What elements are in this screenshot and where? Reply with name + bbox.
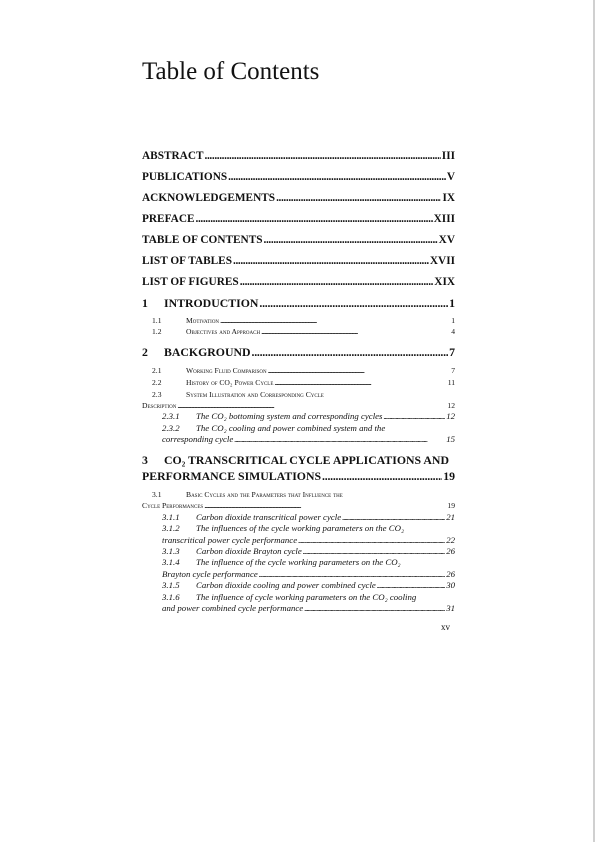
toc-entry-label: Carbon dioxide transcritical power cycle: [196, 512, 342, 522]
dot-leader: [298, 535, 445, 545]
toc-subsection-3-1-3[interactable]: [162, 546, 455, 556]
dot-leader: [252, 345, 449, 360]
toc-entry-label: ACKNOWLEDGEMENTS: [142, 192, 276, 204]
toc-section-2-3-cont[interactable]: [142, 401, 455, 410]
toc-entry-label: Carbon dioxide Brayton cycle: [196, 546, 302, 556]
toc-entry-label: INTRODUCTION: [164, 296, 259, 310]
toc-page-number: 19: [443, 469, 455, 483]
toc-entry-label: PUBLICATIONS: [142, 171, 228, 183]
toc-section-1-1[interactable]: [152, 316, 455, 325]
section-number: 3.1: [152, 490, 162, 499]
toc-section-2-3[interactable]: [152, 390, 324, 399]
page-number-footer: xv: [441, 622, 450, 632]
toc-page-number: XVII: [429, 255, 455, 267]
toc-chapter-2[interactable]: [142, 345, 455, 360]
toc-page-number: 7: [451, 366, 455, 375]
toc-entry-label-cont: PERFORMANCE SIMULATIONS: [142, 469, 322, 483]
subsection-number: 3.1.5: [162, 580, 180, 590]
dot-leader: [268, 366, 451, 375]
toc-chapter-3[interactable]: [142, 453, 449, 468]
toc-entry-label: BACKGROUND: [164, 345, 251, 359]
toc-page-number: 12: [446, 411, 455, 421]
dot-leader: [276, 192, 441, 204]
dot-leader: [234, 434, 445, 444]
subsection-number: 2.3.2: [162, 423, 180, 433]
toc-entry-label: LIST OF FIGURES: [142, 276, 239, 288]
section-number: 1.1: [152, 316, 162, 325]
section-number: 2.2: [152, 378, 162, 387]
dot-leader: [228, 171, 446, 183]
dot-leader: [177, 401, 446, 410]
toc-entry-label: Carbon dioxide cooling and power combined cycle: [196, 580, 376, 590]
subsection-number: 3.1.3: [162, 546, 180, 556]
subsection-number: 3.1.4: [162, 557, 180, 567]
toc-entry-label: CO₂ TRANSCRITICAL CYCLE APPLICATIONS AND: [164, 453, 449, 467]
toc-entry-preface[interactable]: [142, 213, 455, 225]
toc-entry-label: LIST OF TABLES: [142, 255, 232, 267]
chapter-number: 1: [142, 296, 148, 310]
toc-entry-label: Objectives and Approach: [186, 327, 261, 336]
dot-leader: [220, 316, 450, 325]
section-number: 1.2: [152, 327, 162, 336]
subsection-number: 3.1.6: [162, 592, 180, 602]
toc-entry-label-cont: Brayton cycle performance: [162, 569, 258, 579]
toc-page-number: 1: [449, 296, 455, 310]
toc-page-number: V: [446, 171, 455, 183]
toc-subsection-3-1-2[interactable]: [162, 523, 404, 533]
toc-entry-label: Motivation: [186, 316, 220, 325]
toc-page-number: 15: [446, 434, 455, 444]
toc-page-number: 30: [446, 580, 455, 590]
toc-entry-label-cont: Description: [142, 401, 177, 410]
dot-leader: [259, 296, 448, 311]
toc-entry-label: System Illustration and Corresponding Cycle: [186, 390, 324, 399]
toc-page-number: XIII: [433, 213, 455, 225]
dot-leader: [196, 213, 433, 225]
toc-entry-abstract[interactable]: [142, 150, 455, 162]
toc-entry-label: The influence of cycle working parameters on the CO₂ cooling: [196, 592, 417, 602]
toc-entry-label-cont: and power combined cycle performance: [162, 603, 304, 613]
toc-entry-list-of-tables[interactable]: [142, 255, 455, 267]
toc-page-number: XIX: [434, 276, 455, 288]
toc-subsection-2-3-2[interactable]: [162, 423, 385, 433]
toc-entry-label: Basic Cycles and the Parameters that Influence the: [186, 490, 343, 499]
toc-page-number: 26: [446, 569, 455, 579]
toc-entry-table-of-contents[interactable]: [142, 234, 455, 246]
toc-page-number: 12: [447, 401, 455, 410]
toc-section-3-1-cont[interactable]: [142, 501, 455, 510]
toc-entry-label-cont: transcritical power cycle performance: [162, 535, 298, 545]
chapter-number: 2: [142, 345, 148, 359]
toc-section-3-1[interactable]: [152, 490, 343, 499]
dot-leader: [322, 469, 442, 484]
toc-entry-acknowledgements[interactable]: [142, 192, 455, 204]
dot-leader: [259, 569, 445, 579]
dot-leader: [240, 276, 434, 288]
toc-entry-list-of-figures[interactable]: [142, 276, 455, 288]
toc-page-number: 1: [451, 316, 455, 325]
dot-leader: [377, 580, 445, 590]
dot-leader: [342, 512, 445, 522]
toc-entry-label: Working Fluid Comparison: [186, 366, 267, 375]
toc-entry-label: TABLE OF CONTENTS: [142, 234, 263, 246]
toc-subsection-3-1-5[interactable]: [162, 580, 455, 590]
toc-page-number: 11: [447, 378, 455, 387]
dot-leader: [261, 327, 450, 336]
subsection-number: 3.1.1: [162, 512, 180, 522]
toc-subsection-3-1-6[interactable]: [162, 592, 416, 602]
toc-chapter-3-cont[interactable]: [142, 469, 455, 484]
section-number: 2.1: [152, 366, 162, 375]
toc-page-number: III: [441, 150, 455, 162]
toc-entry-label: The influences of the cycle working parameters on the CO₂: [196, 523, 405, 533]
toc-page-number: 21: [446, 512, 455, 522]
toc-entry-label: PREFACE: [142, 213, 195, 225]
toc-subsection-2-3-1[interactable]: [162, 411, 455, 421]
dot-leader: [233, 255, 429, 267]
toc-page-number: 19: [447, 501, 455, 510]
toc-subsection-3-1-1[interactable]: [162, 512, 455, 522]
toc-subsection-3-1-2-cont[interactable]: [162, 535, 455, 545]
page-title: Table of Contents: [142, 58, 320, 85]
toc-chapter-1[interactable]: [142, 296, 455, 311]
toc-entry-label: The CO₂ bottoming system and corresponding cycles: [196, 411, 383, 421]
toc-subsection-2-3-2-cont[interactable]: [162, 434, 455, 444]
toc-entry-publications[interactable]: [142, 171, 455, 183]
toc-page-number: 26: [446, 546, 455, 556]
toc-section-2-1[interactable]: [152, 366, 455, 375]
toc-page-number: 31: [446, 603, 455, 613]
toc-page-number: XV: [438, 234, 455, 246]
toc-section-2-2[interactable]: [152, 378, 455, 387]
chapter-number: 3: [142, 453, 148, 467]
toc-subsection-3-1-4[interactable]: [162, 557, 401, 567]
toc-entry-label: History of CO₂ Power Cycle: [186, 378, 274, 387]
dot-leader: [274, 378, 446, 387]
toc-page-number: 4: [451, 327, 455, 336]
dot-leader: [383, 411, 445, 421]
subsection-number: 3.1.2: [162, 523, 180, 533]
dot-leader: [304, 603, 445, 613]
toc-page-number: 7: [449, 345, 455, 359]
toc-entry-label: ABSTRACT: [142, 150, 204, 162]
toc-page-number: IX: [442, 192, 455, 204]
toc-subsection-3-1-4-cont[interactable]: [162, 569, 455, 579]
toc-subsection-3-1-6-cont[interactable]: [162, 603, 455, 613]
dot-leader: [204, 501, 446, 510]
dot-leader: [303, 546, 445, 556]
toc-section-1-2[interactable]: [152, 327, 455, 336]
toc-entry-label: The CO₂ cooling and power combined system and the: [196, 423, 386, 433]
section-number: 2.3: [152, 390, 162, 399]
toc-page-number: 22: [446, 535, 455, 545]
dot-leader: [205, 150, 441, 162]
dot-leader: [264, 234, 438, 246]
toc-entry-label: The influence of the cycle working parameters on the CO₂: [196, 557, 401, 567]
subsection-number: 2.3.1: [162, 411, 180, 421]
toc-entry-label-cont: Cycle Performances: [142, 501, 204, 510]
toc-entry-label-cont: corresponding cycle: [162, 434, 234, 444]
